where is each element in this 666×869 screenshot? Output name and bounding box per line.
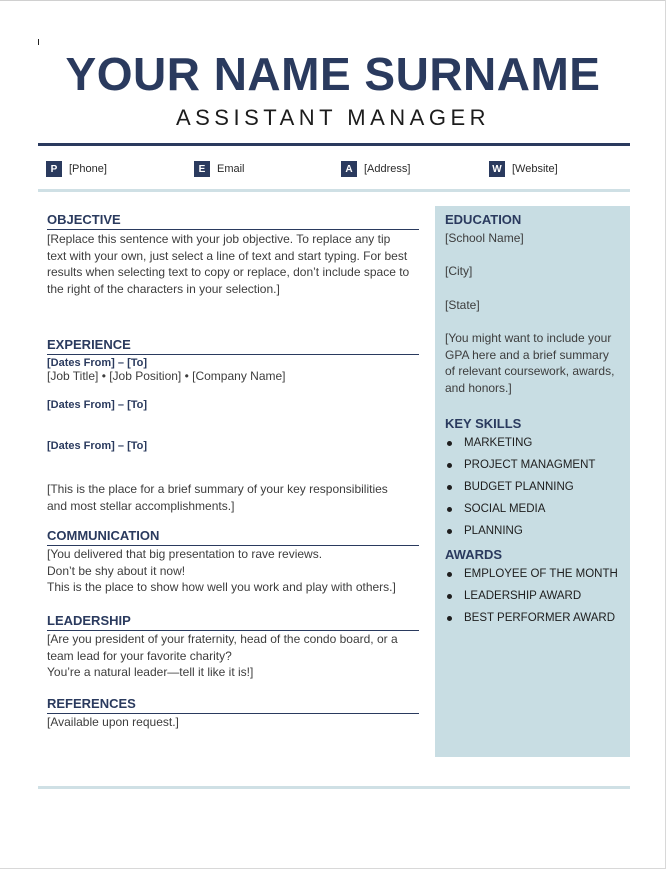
experience-summary[interactable]: [This is the place for a brief summary of your key responsibilities and most stellar accomplishments.] — [47, 482, 388, 513]
bullet-icon — [447, 463, 452, 468]
bullet-icon — [447, 616, 452, 621]
experience-rule — [47, 354, 419, 355]
email-badge-icon: E — [194, 161, 210, 177]
bullet-icon — [447, 529, 452, 534]
education-gpa[interactable]: [You might want to include your GPA here and a brief summary of relevant coursework, awards, and honors.] — [445, 331, 615, 395]
bullet-icon — [447, 485, 452, 490]
experience-dates-2[interactable]: [Dates From] – [To] — [47, 399, 148, 411]
awards-title[interactable]: AWARDS — [445, 547, 503, 562]
experience-dates-1[interactable]: [Dates From] – [To] — [47, 357, 148, 369]
objective-text[interactable]: [Replace this sentence with your job objective. To replace any tip text with your own, just select a line of text and start typing. For best results when selecting text to copy or replace, don’t include space to the right of the characters in your selection.] — [47, 232, 410, 296]
page-border-top — [0, 0, 666, 1]
text-cursor — [38, 39, 39, 45]
communication-title[interactable]: COMMUNICATION — [47, 528, 160, 543]
bullet-icon — [447, 594, 452, 599]
list-item[interactable]: MARKETING — [445, 432, 595, 454]
contact-website-label[interactable]: [Website] — [512, 163, 558, 175]
list-item[interactable]: SOCIAL MEDIA — [445, 498, 595, 520]
awards-list — [445, 563, 618, 629]
list-item[interactable]: LEADERSHIP AWARD — [445, 585, 618, 607]
communication-text[interactable]: [You delivered that big presentation to rave reviews. Don’t be shy about it now! This is the place to show how well you work and play with others.] — [47, 547, 396, 594]
contact-address-label[interactable]: [Address] — [364, 163, 411, 175]
experience-detail-1[interactable]: [Job Title] • [Job Position] • [Company Name] — [47, 369, 286, 383]
footer-divider — [38, 786, 630, 789]
skills-title[interactable]: KEY SKILLS — [445, 416, 522, 431]
list-item[interactable]: BUDGET PLANNING — [445, 476, 595, 498]
bullet-icon — [447, 507, 452, 512]
references-title[interactable]: REFERENCES — [47, 696, 136, 711]
contact-address[interactable] — [341, 160, 410, 178]
sidebar-panel — [435, 206, 630, 757]
contact-divider — [38, 189, 630, 192]
phone-badge-icon: P — [46, 161, 62, 177]
education-title[interactable]: EDUCATION — [445, 212, 522, 227]
resume-name[interactable]: YOUR NAME SURNAME — [65, 48, 601, 100]
experience-dates-3[interactable]: [Dates From] – [To] — [47, 440, 148, 452]
website-badge-icon: W — [489, 161, 505, 177]
list-item[interactable]: BEST PERFORMER AWARD — [445, 607, 618, 629]
leadership-section — [47, 613, 419, 681]
list-item[interactable]: PLANNING — [445, 520, 595, 542]
education-state[interactable]: [State] — [445, 298, 480, 312]
contact-website[interactable] — [489, 160, 558, 178]
objective-section — [47, 212, 419, 297]
objective-title[interactable]: OBJECTIVE — [47, 212, 121, 227]
objective-rule — [47, 229, 419, 230]
leadership-title[interactable]: LEADERSHIP — [47, 613, 131, 628]
contact-phone[interactable] — [46, 160, 107, 178]
contact-email[interactable] — [194, 160, 245, 178]
references-section — [47, 696, 419, 731]
header-divider — [38, 143, 630, 146]
bullet-icon — [447, 441, 452, 446]
list-item[interactable]: EMPLOYEE OF THE MONTH — [445, 563, 618, 585]
resume-job-title[interactable]: ASSISTANT MANAGER — [175, 105, 491, 130]
bullet-icon — [447, 572, 452, 577]
skills-list — [445, 432, 595, 542]
address-badge-icon: A — [341, 161, 357, 177]
experience-title[interactable]: EXPERIENCE — [47, 337, 131, 352]
list-item[interactable]: PROJECT MANAGMENT — [445, 454, 595, 476]
leadership-text[interactable]: [Are you president of your fraternity, head of the condo board, or a team lead for your favorite charity? You’re a natural leader—tell it like it is!] — [47, 632, 398, 679]
experience-section — [47, 337, 419, 355]
references-text[interactable]: [Available upon request.] — [47, 715, 179, 729]
communication-section — [47, 528, 419, 596]
education-city[interactable]: [City] — [445, 264, 473, 278]
education-school[interactable]: [School Name] — [445, 231, 524, 245]
contact-email-label[interactable]: Email — [217, 163, 245, 175]
contact-phone-label[interactable]: [Phone] — [69, 163, 107, 175]
